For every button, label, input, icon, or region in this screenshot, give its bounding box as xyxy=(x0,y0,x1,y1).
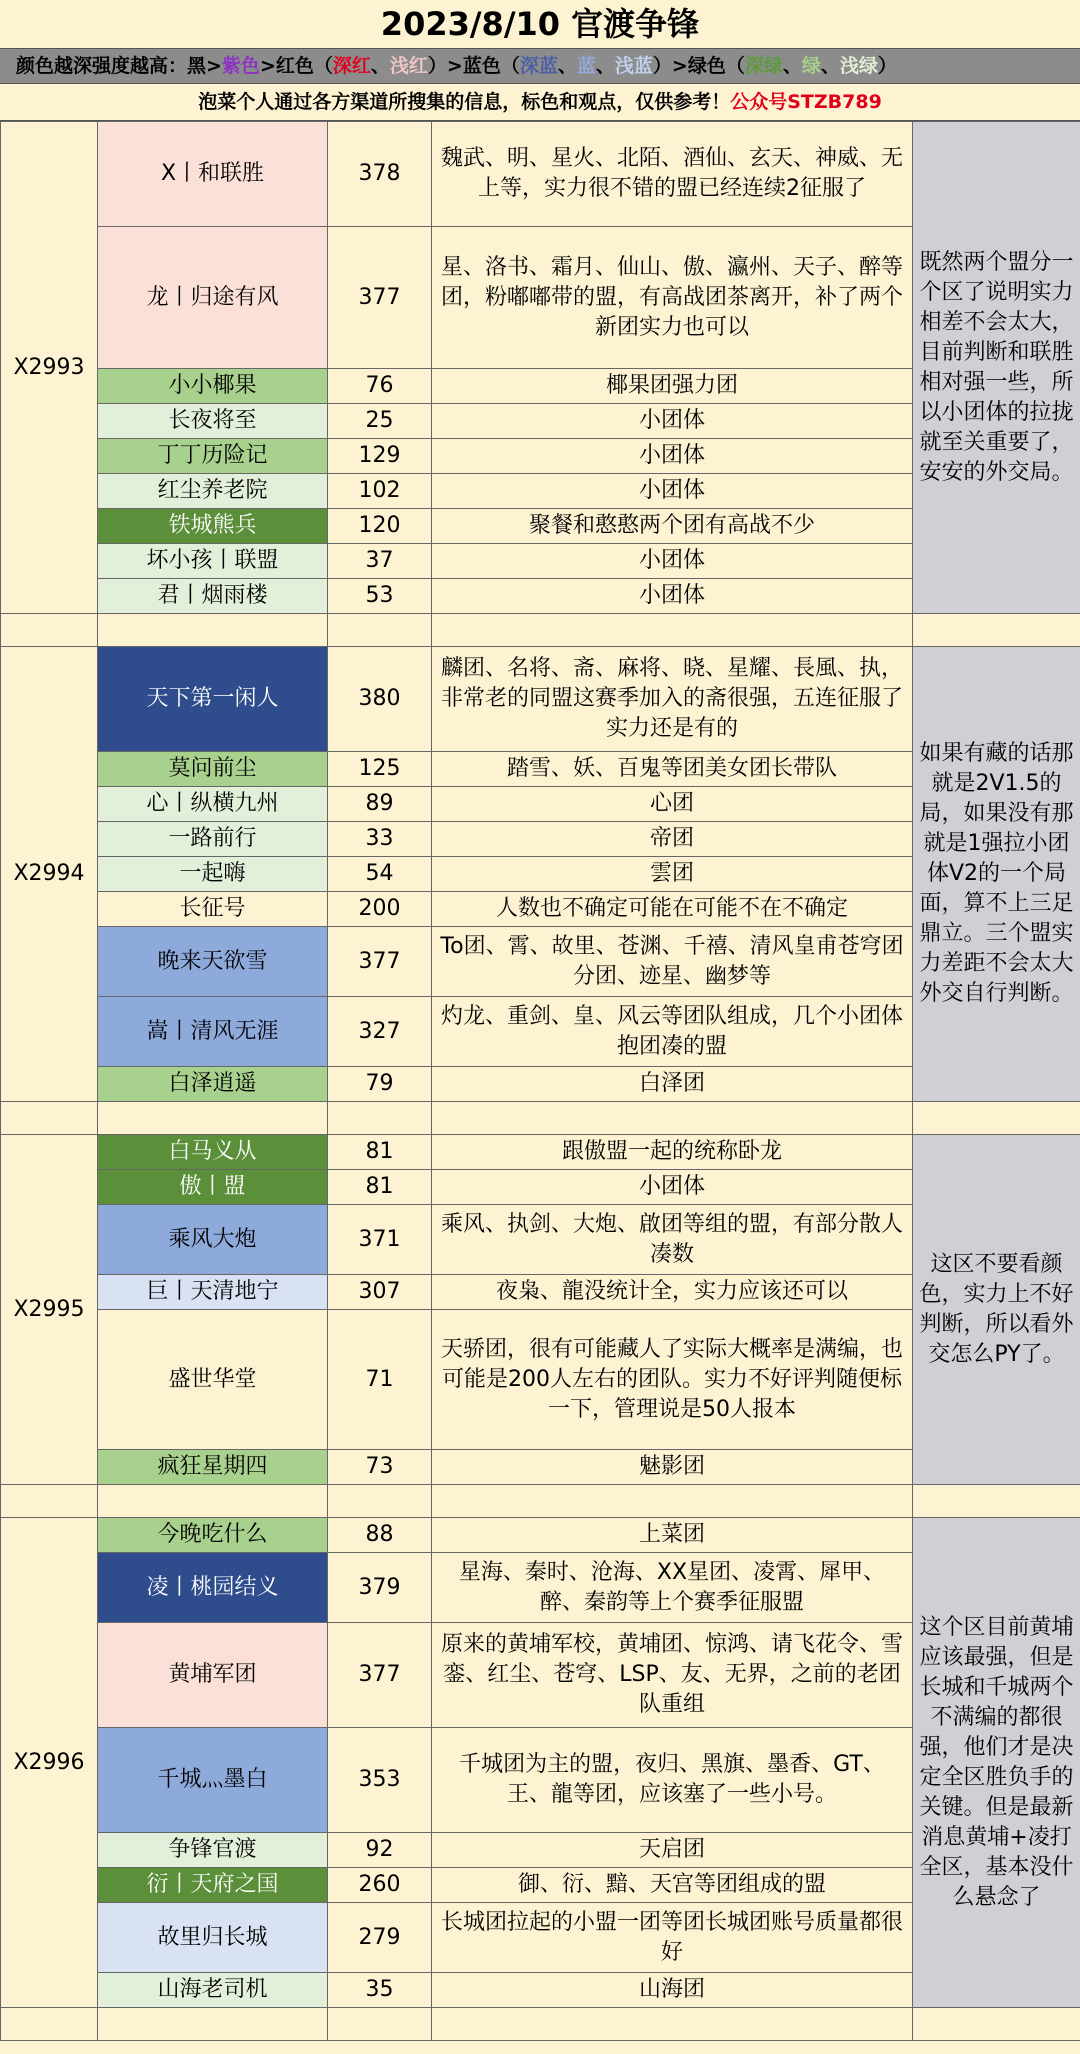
spacer-row xyxy=(1,614,1080,647)
zone-label: X2995 xyxy=(1,1135,98,1485)
alliance-description: 小团体 xyxy=(432,404,913,439)
alliance-name: 千城灬墨白 xyxy=(98,1728,328,1833)
spacer-cell xyxy=(328,1485,432,1518)
alliance-description: 踏雪、妖、百鬼等团美女团长带队 xyxy=(432,752,913,787)
legend-blue: 蓝 xyxy=(576,55,596,77)
legend-sep: 、 xyxy=(595,55,615,77)
alliance-name: 君丨烟雨楼 xyxy=(98,579,328,614)
member-count: 377 xyxy=(328,1623,432,1728)
member-count: 79 xyxy=(328,1067,432,1102)
spacer-cell xyxy=(913,1102,1080,1135)
member-count: 129 xyxy=(328,439,432,474)
wechat-account: 公众号STZB789 xyxy=(730,91,882,113)
legend-blue-label: ）>蓝色（ xyxy=(427,55,520,77)
alliance-description: 帝团 xyxy=(432,822,913,857)
zone-label: X2994 xyxy=(1,647,98,1102)
legend-green: 绿 xyxy=(801,55,821,77)
alliance-description: 椰果团强力团 xyxy=(432,369,913,404)
alliance-name: 天下第一闲人 xyxy=(98,647,328,752)
spacer-cell xyxy=(1,614,98,647)
alliance-description: 天骄团，很有可能藏人了实际大概率是满编，也可能是200人左右的团队。实力不好评判随便标一下，管理说是50人报本 xyxy=(432,1310,913,1450)
spacer-cell xyxy=(98,1102,328,1135)
member-count: 81 xyxy=(328,1170,432,1205)
alliance-name: 小小椰果 xyxy=(98,369,328,404)
member-count: 53 xyxy=(328,579,432,614)
alliance-description: 聚餐和憨憨两个团有高战不少 xyxy=(432,509,913,544)
alliance-name: 长夜将至 xyxy=(98,404,328,439)
alliance-description: 长城团拉起的小盟一团等团长城团账号质量都很好 xyxy=(432,1903,913,1973)
alliance-description: 魏武、明、星火、北陌、酒仙、玄天、神威、无上等，实力很不错的盟已经连续2征服了 xyxy=(432,122,913,227)
legend-deep-red: 深红 xyxy=(332,55,371,77)
member-count: 378 xyxy=(328,122,432,227)
legend-deep-blue: 深蓝 xyxy=(519,55,558,77)
alliance-description: 跟傲盟一起的统称卧龙 xyxy=(432,1135,913,1170)
member-count: 353 xyxy=(328,1728,432,1833)
alliance-name: 山海老司机 xyxy=(98,1973,328,2008)
legend-deep-green: 深绿 xyxy=(744,55,783,77)
alliance-name: 丁丁历险记 xyxy=(98,439,328,474)
member-count: 120 xyxy=(328,509,432,544)
member-count: 327 xyxy=(328,997,432,1067)
color-legend xyxy=(0,49,1080,84)
alliance-description: 雲团 xyxy=(432,857,913,892)
legend-light-green: 浅绿 xyxy=(839,55,878,77)
table-row xyxy=(1,122,1080,227)
zone-label: X2993 xyxy=(1,122,98,614)
zone-label: X2996 xyxy=(1,1518,98,2008)
member-count: 371 xyxy=(328,1205,432,1275)
alliance-description: 小团体 xyxy=(432,544,913,579)
spacer-cell xyxy=(98,2008,328,2041)
member-count: 71 xyxy=(328,1310,432,1450)
alliance-description: 小团体 xyxy=(432,579,913,614)
alliance-description: 灼龙、重剑、皇、风云等团队组成，几个小团体抱团凑的盟 xyxy=(432,997,913,1067)
zone-analysis: 这区不要看颜色，实力上不好判断，所以看外交怎么PY了。 xyxy=(913,1135,1080,1485)
alliance-name: 黄埔军团 xyxy=(98,1623,328,1728)
table-row xyxy=(1,647,1080,752)
spacer-cell xyxy=(1,2008,98,2041)
alliance-name: 傲丨盟 xyxy=(98,1170,328,1205)
spacer-row xyxy=(1,1485,1080,1518)
member-count: 377 xyxy=(328,927,432,997)
alliance-name: 衍丨天府之国 xyxy=(98,1868,328,1903)
legend-suffix: ） xyxy=(877,55,897,77)
spacer-cell xyxy=(913,614,1080,647)
alliance-description: 心团 xyxy=(432,787,913,822)
legend-light-blue: 浅蓝 xyxy=(614,55,653,77)
alliance-name: 今晚吃什么 xyxy=(98,1518,328,1553)
alliance-name: 莫问前尘 xyxy=(98,752,328,787)
alliance-description: 夜枭、龍没统计全，实力应该还可以 xyxy=(432,1275,913,1310)
alliance-description: 小团体 xyxy=(432,1170,913,1205)
alliance-name: 晚来天欲雪 xyxy=(98,927,328,997)
member-count: 54 xyxy=(328,857,432,892)
member-count: 37 xyxy=(328,544,432,579)
disclaimer-text: 泡菜个人通过各方渠道所搜集的信息，标色和观点，仅供参考！ xyxy=(198,91,731,113)
legend-purple: 紫色 xyxy=(221,55,260,77)
member-count: 279 xyxy=(328,1903,432,1973)
zone-analysis: 这个区目前黄埔应该最强，但是长城和千城两个不满编的都很强，他们才是决定全区胜负手的关键。但是最新消息黄埔+凌打全区，基本没什么悬念了 xyxy=(913,1518,1080,2008)
legend-green-label: ）>绿色（ xyxy=(652,55,745,77)
member-count: 380 xyxy=(328,647,432,752)
legend-sep: 、 xyxy=(782,55,802,77)
legend-sep: 、 xyxy=(370,55,390,77)
alliance-name: 长征号 xyxy=(98,892,328,927)
table-row xyxy=(1,1135,1080,1170)
member-count: 125 xyxy=(328,752,432,787)
spacer-cell xyxy=(432,1102,913,1135)
alliance-description: 星海、秦时、沧海、XX星团、凌霄、犀甲、醉、秦韵等上个赛季征服盟 xyxy=(432,1553,913,1623)
alliance-description: 小团体 xyxy=(432,439,913,474)
alliance-name: 乘风大炮 xyxy=(98,1205,328,1275)
alliance-description: 千城团为主的盟，夜归、黑旗、墨香、GT、王、龍等团，应该塞了一些小号。 xyxy=(432,1728,913,1833)
zone-analysis: 既然两个盟分一个区了说明实力相差不会太大，目前判断和联胜相对强一些，所以小团体的拉拢就至关重要了，安安的外交局。 xyxy=(913,122,1080,614)
spacer-cell xyxy=(328,1102,432,1135)
spacer-cell xyxy=(432,2008,913,2041)
legend-sep: 、 xyxy=(557,55,577,77)
alliance-description: 乘风、执剑、大炮、啟团等组的盟，有部分散人凑数 xyxy=(432,1205,913,1275)
alliance-name: 嵩丨清风无涯 xyxy=(98,997,328,1067)
alliance-description: 天启团 xyxy=(432,1833,913,1868)
alliance-name: 巨丨天清地宁 xyxy=(98,1275,328,1310)
alliance-description: 小团体 xyxy=(432,474,913,509)
legend-prefix: 颜色越深强度越高：黑> xyxy=(16,55,222,77)
alliance-description: 山海团 xyxy=(432,1973,913,2008)
alliance-description: 星、洛书、霜月、仙山、傲、瀛州、天子、醉等团，粉嘟嘟带的盟，有高战团茶离开，补了两个新团实力也可以 xyxy=(432,227,913,369)
spacer-cell xyxy=(328,2008,432,2041)
legend-light-red: 浅红 xyxy=(389,55,428,77)
member-count: 76 xyxy=(328,369,432,404)
spacer-cell xyxy=(1,1102,98,1135)
alliance-name: 铁城熊兵 xyxy=(98,509,328,544)
alliance-name: 坏小孩丨联盟 xyxy=(98,544,328,579)
disclaimer xyxy=(0,84,1080,121)
spacer-cell xyxy=(98,1485,328,1518)
alliance-name: 一起嗨 xyxy=(98,857,328,892)
spacer-cell xyxy=(98,614,328,647)
alliance-name: 凌丨桃园结义 xyxy=(98,1553,328,1623)
alliance-description: To团、霄、故里、苍渊、千禧、清风皇甫苍穹团分团、迹星、幽梦等 xyxy=(432,927,913,997)
spacer-cell xyxy=(328,614,432,647)
alliance-name: 故里归长城 xyxy=(98,1903,328,1973)
spacer-cell xyxy=(913,2008,1080,2041)
legend-sep: 、 xyxy=(820,55,840,77)
alliance-name: 盛世华堂 xyxy=(98,1310,328,1450)
alliance-name: 争锋官渡 xyxy=(98,1833,328,1868)
member-count: 73 xyxy=(328,1450,432,1485)
member-count: 35 xyxy=(328,1973,432,2008)
alliance-description: 上菜团 xyxy=(432,1518,913,1553)
page-title: 2023/8/10 官渡争锋 xyxy=(0,0,1080,49)
member-count: 81 xyxy=(328,1135,432,1170)
alliance-name: 一路前行 xyxy=(98,822,328,857)
spacer-cell xyxy=(432,614,913,647)
alliance-name: 白泽逍遥 xyxy=(98,1067,328,1102)
member-count: 260 xyxy=(328,1868,432,1903)
spacer-cell xyxy=(913,1485,1080,1518)
member-count: 379 xyxy=(328,1553,432,1623)
member-count: 377 xyxy=(328,227,432,369)
legend-red-label: >红色（ xyxy=(259,55,333,77)
spacer-row xyxy=(1,2008,1080,2041)
spacer-cell xyxy=(1,1485,98,1518)
spacer-row xyxy=(1,1102,1080,1135)
alliance-name: 白马义从 xyxy=(98,1135,328,1170)
zone-analysis: 如果有藏的话那就是2V1.5的局，如果没有那就是1强拉小团体V2的一个局面，算不上三足鼎立。三个盟实力差距不会太大外交自行判断。 xyxy=(913,647,1080,1102)
alliance-name: 龙丨归途有风 xyxy=(98,227,328,369)
alliance-description: 白泽团 xyxy=(432,1067,913,1102)
alliance-name: 心丨纵横九州 xyxy=(98,787,328,822)
member-count: 102 xyxy=(328,474,432,509)
table-row xyxy=(1,1518,1080,1553)
member-count: 200 xyxy=(328,892,432,927)
member-count: 307 xyxy=(328,1275,432,1310)
alliance-description: 麟团、名将、斋、麻将、晓、星耀、長風、执，非常老的同盟这赛季加入的斋很强，五连征服了实力还是有的 xyxy=(432,647,913,752)
member-count: 92 xyxy=(328,1833,432,1868)
alliance-name: 红尘养老院 xyxy=(98,474,328,509)
member-count: 88 xyxy=(328,1518,432,1553)
member-count: 25 xyxy=(328,404,432,439)
alliance-description: 魅影团 xyxy=(432,1450,913,1485)
alliance-description: 人数也不确定可能在可能不在不确定 xyxy=(432,892,913,927)
alliance-description: 御、衍、黯、天宫等团组成的盟 xyxy=(432,1868,913,1903)
member-count: 33 xyxy=(328,822,432,857)
spacer-cell xyxy=(432,1485,913,1518)
member-count: 89 xyxy=(328,787,432,822)
alliance-name: 疯狂星期四 xyxy=(98,1450,328,1485)
alliance-description: 原来的黄埔军校，黄埔团、惊鸿、请飞花令、雪銮、红尘、苍穹、LSP、友、无界，之前的老团队重组 xyxy=(432,1623,913,1728)
alliance-name: X丨和联胜 xyxy=(98,122,328,227)
alliance-table xyxy=(0,121,1080,2041)
